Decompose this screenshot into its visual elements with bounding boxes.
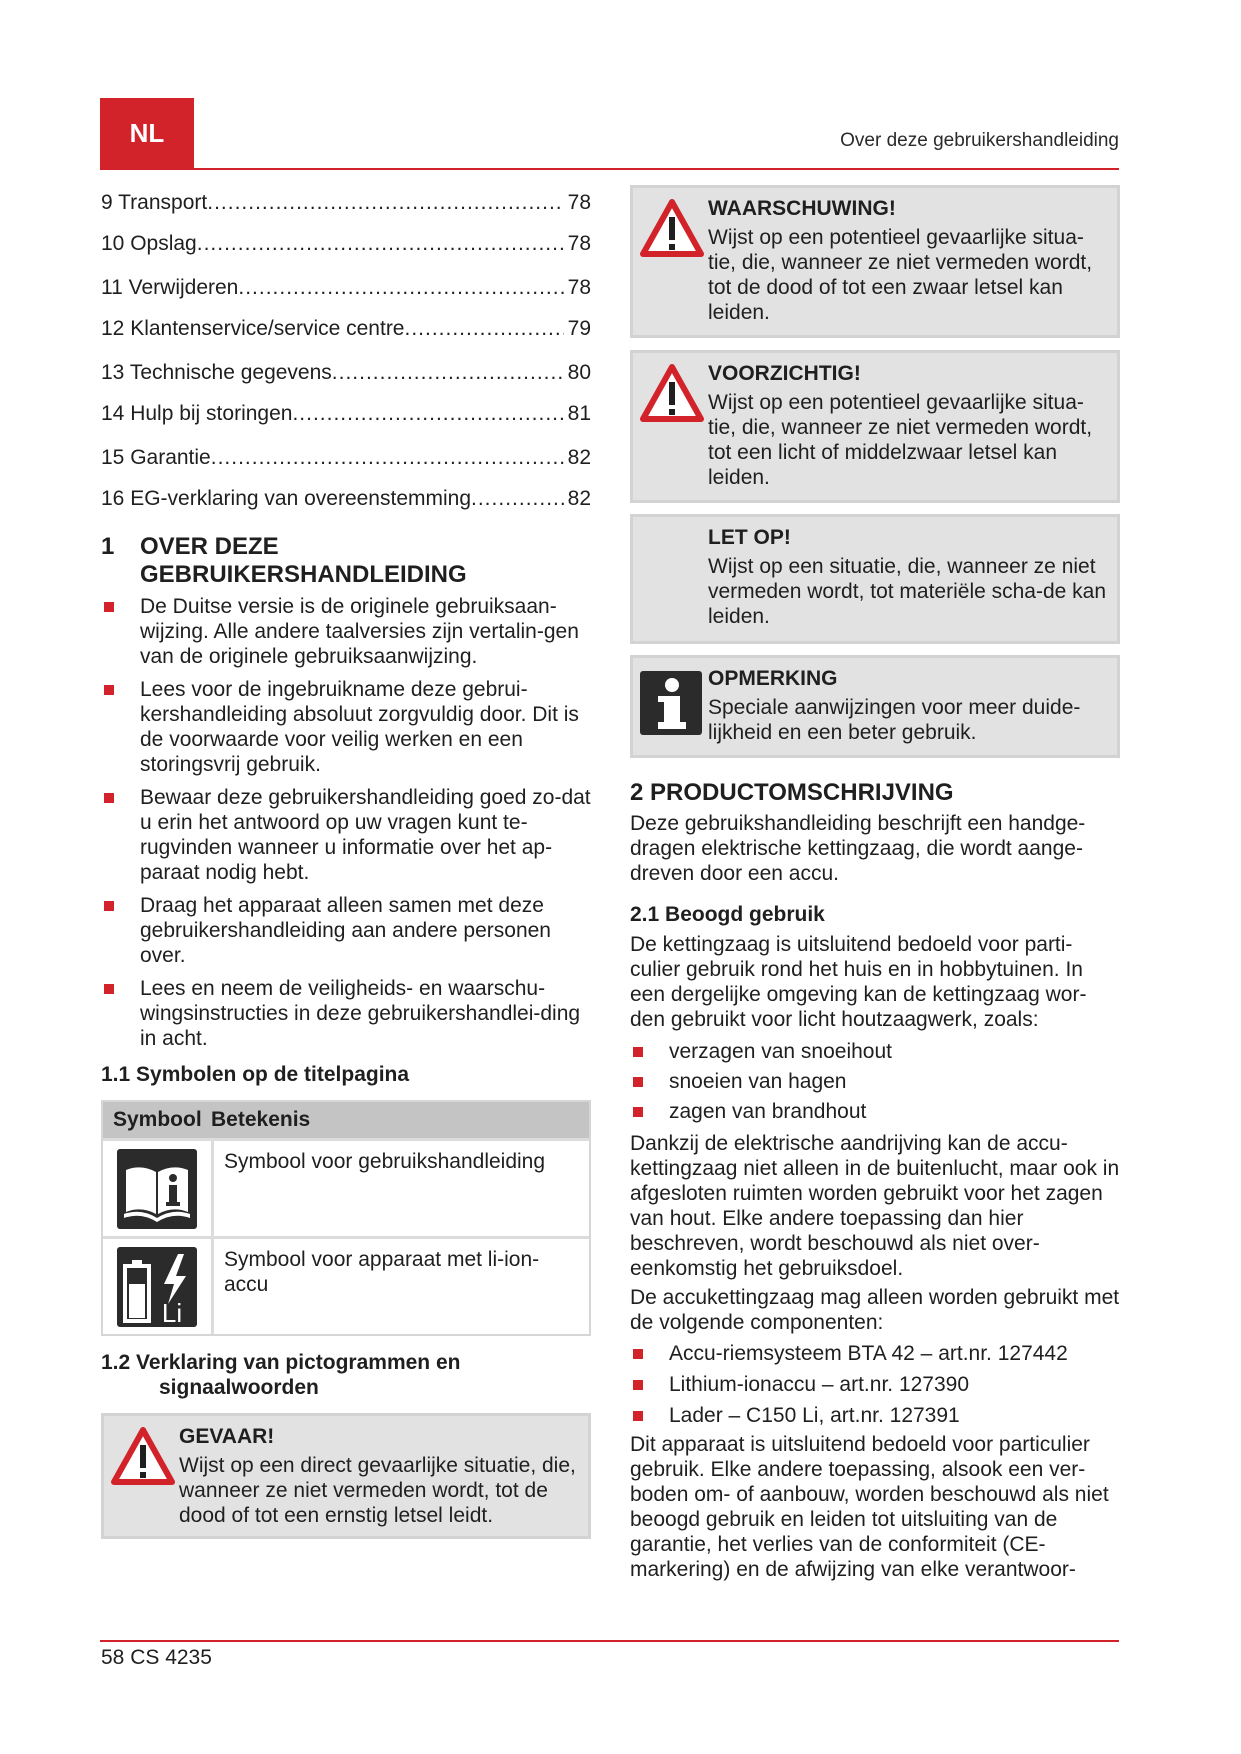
toc-label: 12 Klantenservice/service centre <box>101 317 405 340</box>
paragraph: De kettingzaag is uitsluitend bedoeld voor parti-culier gebruik rond het huis en in hobbytuinen. In een dergelijke omgeving kan de kettingzaag wor-den gebruikt voor licht houtzaagwerk, zoals: <box>630 933 1087 1031</box>
paragraph: De accukettingzaag mag alleen worden gebruikt met de volgende componenten: <box>630 1286 1120 1334</box>
toc-label: 16 EG-verklaring van overeenstemming <box>101 487 472 510</box>
list-item: Draag het apparaat alleen samen met deze gebruikershandleiding aan andere personen over. <box>101 893 591 968</box>
attention-notice <box>630 514 1120 644</box>
list-item: De Duitse versie is de originele gebruiksaan-wijzing. Alle andere taalversies zijn vertalin-gen van de originele gebruiksaanwijzing. <box>101 594 591 669</box>
li-ion-battery-icon <box>116 1246 198 1328</box>
table-row <box>103 1138 589 1236</box>
li-label: Li <box>161 1297 183 1328</box>
right-column <box>630 185 1120 1582</box>
notice-text: Wijst op een potentieel gevaarlijke situa-tie, die, wanneer ze niet vermeden wordt, tot een licht of middelzwaar letsel kan leiden. <box>708 391 1093 489</box>
section-title-line: OVER DEZE <box>140 533 279 560</box>
list-item: snoeien van hagen <box>630 1069 1120 1094</box>
toc-entry[interactable] <box>101 190 591 231</box>
section-2-title: 2 PRODUCTOMSCHRIJVING <box>630 779 954 806</box>
notice-title: GEVAAR! <box>179 1425 275 1448</box>
caution-notice <box>630 350 1120 503</box>
use-list <box>630 1039 1120 1124</box>
list-item: Lees voor de ingebruikname deze gebrui-kershandleiding absoluut zorgvuldig door. Dit is de voorwaarde voor veilig werken en een storingsvrij gebruik. <box>101 677 591 777</box>
warning-notice <box>630 185 1120 338</box>
list-item: zagen van brandhout <box>630 1099 1120 1124</box>
paragraph: Dankzij de elektrische aandrijving kan de accu-kettingzaag niet alleen in de buitenlucht, maar ook in afgesloten ruimten worden gebruikt voor het zagen van hout. Elke andere toepassing dan hier beschreven, wordt beschouwd als niet over-eenkomstig het gebruiksdoel. <box>630 1132 1120 1280</box>
list-item: Lithium-ionaccu – art.nr. 127390 <box>630 1372 1120 1397</box>
toc-page: 78 <box>567 276 591 299</box>
table-header <box>103 1102 589 1138</box>
section-1-bullets <box>101 594 591 1051</box>
notice-text: Speciale aanwijzingen voor meer duide-lijkheid en een beter gebruik. <box>708 696 1081 744</box>
subsection-1-1-title: 1.1 Symbolen op de titelpagina <box>101 1063 410 1086</box>
notice-text: Wijst op een potentieel gevaarlijke situa-tie, die, wanneer ze niet vermeden wordt, tot de dood of tot een zwaar letsel kan leiden. <box>708 226 1093 324</box>
table-of-contents <box>101 190 591 526</box>
notice-title: VOORZICHTIG! <box>708 362 861 385</box>
subsection-title-line: signaalwoorden <box>159 1376 319 1399</box>
subsection-title-line: 1.2 Verklaring van pictogrammen en <box>101 1351 461 1374</box>
list-item: Accu-riemsysteem BTA 42 – art.nr. 127442 <box>630 1341 1120 1366</box>
subsection-2-1-title: 2.1 Beoogd gebruik <box>630 903 825 926</box>
toc-entry[interactable] <box>101 401 591 445</box>
list-item: Bewaar deze gebruikershandleiding goed zo-dat u erin het antwoord op uw vragen kunt te-rugvinden wanneer u informatie over het ap-paraat nodig hebt. <box>101 785 591 885</box>
toc-page: 78 <box>567 232 591 255</box>
section-2-intro: Deze gebruikshandleiding beschrijft een handge-dragen elektrische kettingzaag, die wordt aange-dreven door een accu. <box>630 812 1086 885</box>
component-list <box>630 1341 1120 1428</box>
header-divider <box>100 168 1119 170</box>
symbol-meaning: Symbool voor gebruikshandleiding <box>224 1150 546 1173</box>
list-item: Lader – C150 Li, art.nr. 127391 <box>630 1403 1120 1428</box>
symbol-table <box>101 1100 591 1336</box>
section-number: 1 <box>101 533 115 560</box>
subsection-1-2-title <box>101 1350 591 1400</box>
column-header-symbol: Symbool <box>113 1108 202 1131</box>
toc-label: 13 Technische gegevens <box>101 361 332 384</box>
toc-page: 79 <box>567 317 591 340</box>
toc-label: 15 Garantie <box>101 446 211 469</box>
warning-triangle-icon <box>639 198 705 260</box>
toc-page: 82 <box>567 487 591 510</box>
toc-label: 11 Verwijderen <box>101 276 239 299</box>
notice-text: Wijst op een direct gevaarlijke situatie, die, wanneer ze niet vermeden wordt, tot de dood of tot een ernstig letsel leidt. <box>179 1454 576 1527</box>
toc-entry[interactable] <box>101 445 591 486</box>
section-1-heading <box>101 533 591 589</box>
footer-divider <box>100 1640 1119 1642</box>
symbol-meaning: Symbool voor apparaat met li-ion-accu <box>224 1248 540 1296</box>
left-column <box>101 190 591 1539</box>
list-item: verzagen van snoeihout <box>630 1039 1120 1064</box>
remark-notice <box>630 655 1120 758</box>
toc-entry[interactable] <box>101 360 591 401</box>
page-footer: 58 CS 4235 <box>101 1646 212 1669</box>
table-row <box>103 1236 589 1334</box>
language-tab: NL <box>100 98 194 168</box>
notice-text: Wijst op een situatie, die, wanneer ze niet vermeden wordt, tot materiële scha-de kan leiden. <box>708 555 1107 628</box>
toc-label: 10 Opslag <box>101 232 197 255</box>
manual-info-icon <box>116 1148 198 1230</box>
toc-label: 9 Transport <box>101 191 208 214</box>
toc-page: 78 <box>567 191 591 214</box>
info-icon <box>639 670 703 736</box>
danger-notice <box>101 1413 591 1539</box>
toc-label: 14 Hulp bij storingen <box>101 402 293 425</box>
paragraph: Dit apparaat is uitsluitend bedoeld voor particulier gebruik. Elke andere toepassing, alsook een ver-boden om- of aanbouw, worden beschouwd als niet beoogd gebruik en leiden tot uitsluiting van de garantie, het verlies van de conformiteit (CE-markering) en de afwijzing van elke verantwoor- <box>630 1433 1109 1581</box>
column-header-meaning: Betekenis <box>211 1108 311 1131</box>
toc-entry[interactable] <box>101 486 591 526</box>
notice-title: WAARSCHUWING! <box>708 197 896 220</box>
notice-title: OPMERKING <box>708 667 838 690</box>
toc-entry[interactable] <box>101 316 591 360</box>
toc-page: 80 <box>567 361 591 384</box>
notice-title: LET OP! <box>708 526 791 549</box>
toc-page: 82 <box>567 446 591 469</box>
section-title-line: GEBRUIKERSHANDLEIDING <box>140 561 467 588</box>
warning-triangle-icon <box>639 363 705 425</box>
list-item: Lees en neem de veiligheids- en waarschu-wingsinstructies in deze gebruikershandlei-ding in acht. <box>101 976 591 1051</box>
toc-entry[interactable] <box>101 231 591 275</box>
toc-page: 81 <box>567 402 591 425</box>
toc-entry[interactable] <box>101 275 591 316</box>
running-header-title: Over deze gebruikershandleiding <box>840 130 1119 151</box>
warning-triangle-icon <box>110 1426 176 1488</box>
